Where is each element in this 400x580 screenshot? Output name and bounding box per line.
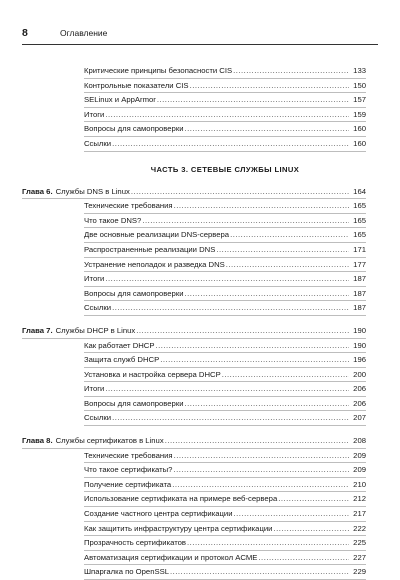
toc-chapter-entry[interactable] <box>22 434 366 449</box>
part-heading: ЧАСТЬ 3. СЕТЕВЫЕ СЛУЖБЫ LINUX <box>150 164 300 174</box>
toc-entry[interactable] <box>84 382 366 397</box>
toc-entry-page: 225 <box>353 538 366 548</box>
toc-entry-page: 157 <box>353 95 366 105</box>
toc-entry-page: 164 <box>353 186 366 196</box>
toc-entry[interactable] <box>84 449 366 464</box>
toc-entry-page: 159 <box>353 109 366 119</box>
toc-entry[interactable] <box>84 228 366 243</box>
toc-entry-page: 196 <box>353 355 366 365</box>
toc-entry-title: Итоги <box>84 109 105 119</box>
toc-chapters <box>22 185 366 580</box>
toc-entry-title <box>22 185 130 200</box>
toc-entry-title: Итоги <box>84 384 105 394</box>
toc-entry-title: Итоги <box>84 274 105 284</box>
toc-entry[interactable] <box>84 137 366 152</box>
toc-entry[interactable] <box>84 397 366 412</box>
toc-continued-section <box>22 64 366 152</box>
dot-leader <box>105 108 349 123</box>
toc-entry[interactable] <box>84 339 366 354</box>
dot-leader <box>226 258 349 273</box>
toc-entry-page: 217 <box>353 509 366 519</box>
dot-leader <box>190 79 349 94</box>
chapter-block <box>22 434 366 580</box>
toc-chapter-entry[interactable] <box>22 185 366 200</box>
toc-entry-title: Прозрачность сертификатов <box>84 538 187 548</box>
toc-entry-title: Автоматизация сертификации и протокол ACME <box>84 552 258 562</box>
dot-leader <box>112 301 349 316</box>
toc-entry-title <box>22 434 164 449</box>
toc-entry-page: 209 <box>353 465 366 475</box>
toc-entry[interactable] <box>84 287 366 302</box>
toc-entry-title: Ссылки <box>84 303 112 313</box>
chapter-label: Глава 7. <box>22 325 53 335</box>
chapter-label: Глава 8. <box>22 436 53 446</box>
toc-entry[interactable] <box>84 536 366 551</box>
toc-entry-page: 187 <box>353 274 366 284</box>
toc-entry-page: 150 <box>353 80 366 90</box>
dot-leader <box>112 411 349 426</box>
toc-entry[interactable] <box>84 507 366 522</box>
toc-entry[interactable] <box>84 108 366 123</box>
toc-chapter-entry[interactable] <box>22 324 366 339</box>
toc-entry[interactable] <box>84 492 366 507</box>
toc-entry-title: Две основные реализации DNS-сервера <box>84 230 230 240</box>
dot-leader <box>131 185 349 200</box>
dot-leader <box>112 137 349 152</box>
toc-entry-title: Создание частного центра сертификации <box>84 509 233 519</box>
dot-leader <box>230 228 349 243</box>
chapter-label: Глава 6. <box>22 186 53 196</box>
dot-leader <box>185 397 350 412</box>
toc-entry-page: 171 <box>353 244 366 254</box>
toc-entry[interactable] <box>84 214 366 229</box>
dot-leader <box>278 492 349 507</box>
dot-leader <box>216 243 349 258</box>
dot-leader <box>185 287 350 302</box>
table-of-contents <box>22 64 366 580</box>
toc-entry-title: Как работает DHCP <box>84 340 155 350</box>
toc-entry-page: 206 <box>353 398 366 408</box>
toc-entry[interactable] <box>84 463 366 478</box>
dot-leader <box>174 449 349 464</box>
toc-entry[interactable] <box>84 522 366 537</box>
toc-entry-page: 209 <box>353 450 366 460</box>
toc-entry-title: Шпаргалка по OpenSSL <box>84 567 170 577</box>
toc-entry-title: Критические принципы безопасности CIS <box>84 66 233 75</box>
toc-entry-page: 208 <box>353 436 366 446</box>
toc-entry-page: 133 <box>353 66 366 75</box>
toc-entry-page: 200 <box>353 369 366 379</box>
toc-entry-page: 222 <box>353 523 366 533</box>
dot-leader <box>258 551 349 566</box>
toc-entry[interactable] <box>84 301 366 316</box>
dot-leader <box>105 272 349 287</box>
toc-entry-page: 165 <box>353 215 366 225</box>
dot-leader <box>170 565 349 580</box>
toc-entry-title: Вопросы для самопроверки <box>84 124 184 134</box>
dot-leader <box>222 368 349 383</box>
toc-entry-title <box>22 324 135 339</box>
toc-entry[interactable] <box>84 565 366 580</box>
dot-leader <box>233 64 349 79</box>
toc-entry[interactable] <box>84 368 366 383</box>
dot-leader <box>160 353 349 368</box>
toc-entry-page: 190 <box>353 340 366 350</box>
toc-entry-page: 177 <box>353 259 366 269</box>
toc-entry-title: Устранение неполадок и разведка DNS <box>84 259 225 269</box>
page-number: 8 <box>22 27 28 39</box>
chapter-block <box>22 324 366 426</box>
toc-entry-page: 227 <box>353 552 366 562</box>
toc-entry-page: 160 <box>353 138 366 148</box>
toc-entry-title: Распространенные реализации DNS <box>84 244 216 254</box>
dot-leader <box>185 122 350 137</box>
dot-leader <box>136 324 349 339</box>
chapter-title: Службы сертификатов в Linux <box>55 436 164 446</box>
toc-entry-title: Что такое сертификаты? <box>84 465 173 475</box>
dot-leader <box>187 536 349 551</box>
toc-entry-title: Вопросы для самопроверки <box>84 398 184 408</box>
dot-leader <box>105 382 349 397</box>
toc-entry-page: 229 <box>353 567 366 577</box>
toc-entry-title: Что такое DNS? <box>84 215 142 225</box>
toc-entry[interactable] <box>84 551 366 566</box>
chapter-title: Службы DHCP в Linux <box>55 325 136 335</box>
toc-entry[interactable] <box>84 411 366 426</box>
dot-leader <box>174 199 349 214</box>
toc-entry-title: Технические требования <box>84 450 173 460</box>
toc-entry[interactable] <box>84 243 366 258</box>
toc-entry-page: 160 <box>353 124 366 134</box>
toc-entry-page: 187 <box>353 303 366 313</box>
running-header <box>22 27 378 41</box>
toc-entry-title: Вопросы для самопроверки <box>84 288 184 298</box>
dot-leader <box>273 522 349 537</box>
toc-entry-title: Ссылки <box>84 138 112 148</box>
toc-entry-page: 207 <box>353 413 366 423</box>
toc-entry[interactable] <box>84 79 366 94</box>
toc-entry-title: Контрольные показатели CIS <box>84 80 189 90</box>
toc-entry-page: 210 <box>353 479 366 489</box>
toc-entry-title: Как защитить инфраструктуру центра сертификации <box>84 523 273 533</box>
toc-entry-title: Использование сертификата на примере веб-сервера <box>84 494 278 504</box>
dot-leader <box>165 434 349 449</box>
toc-entry[interactable] <box>84 272 366 287</box>
toc-entry[interactable] <box>84 199 366 214</box>
dot-leader <box>172 478 349 493</box>
toc-entry[interactable] <box>84 258 366 273</box>
chapter-block <box>22 185 366 316</box>
toc-entry[interactable] <box>84 478 366 493</box>
toc-entry-title: Защита служб DHCP <box>84 355 160 365</box>
toc-entry-page: 190 <box>353 325 366 335</box>
toc-entry-page: 212 <box>353 494 366 504</box>
toc-entry-page: 206 <box>353 384 366 394</box>
dot-leader <box>234 507 349 522</box>
toc-entry-page: 165 <box>353 201 366 211</box>
toc-entry[interactable] <box>84 64 366 79</box>
dot-leader <box>157 93 349 108</box>
toc-entry-title: Технические требования <box>84 201 173 211</box>
toc-entry-page: 187 <box>353 288 366 298</box>
toc-entry-title: Ссылки <box>84 413 112 423</box>
dot-leader <box>155 339 349 354</box>
toc-entry-title: Получение сертификата <box>84 479 172 489</box>
running-header-title: Оглавление <box>60 28 108 38</box>
toc-entry-page: 165 <box>353 230 366 240</box>
toc-entry-title: Установка и настройка сервера DHCP <box>84 369 221 379</box>
toc-entry[interactable] <box>84 353 366 368</box>
header-divider <box>22 44 378 45</box>
dot-leader <box>173 463 349 478</box>
chapter-title: Службы DNS в Linux <box>55 186 130 196</box>
toc-entry[interactable] <box>84 122 366 137</box>
toc-entry-title: SELinux и AppArmor <box>84 95 156 105</box>
toc-entry[interactable] <box>84 93 366 108</box>
dot-leader <box>142 214 349 229</box>
